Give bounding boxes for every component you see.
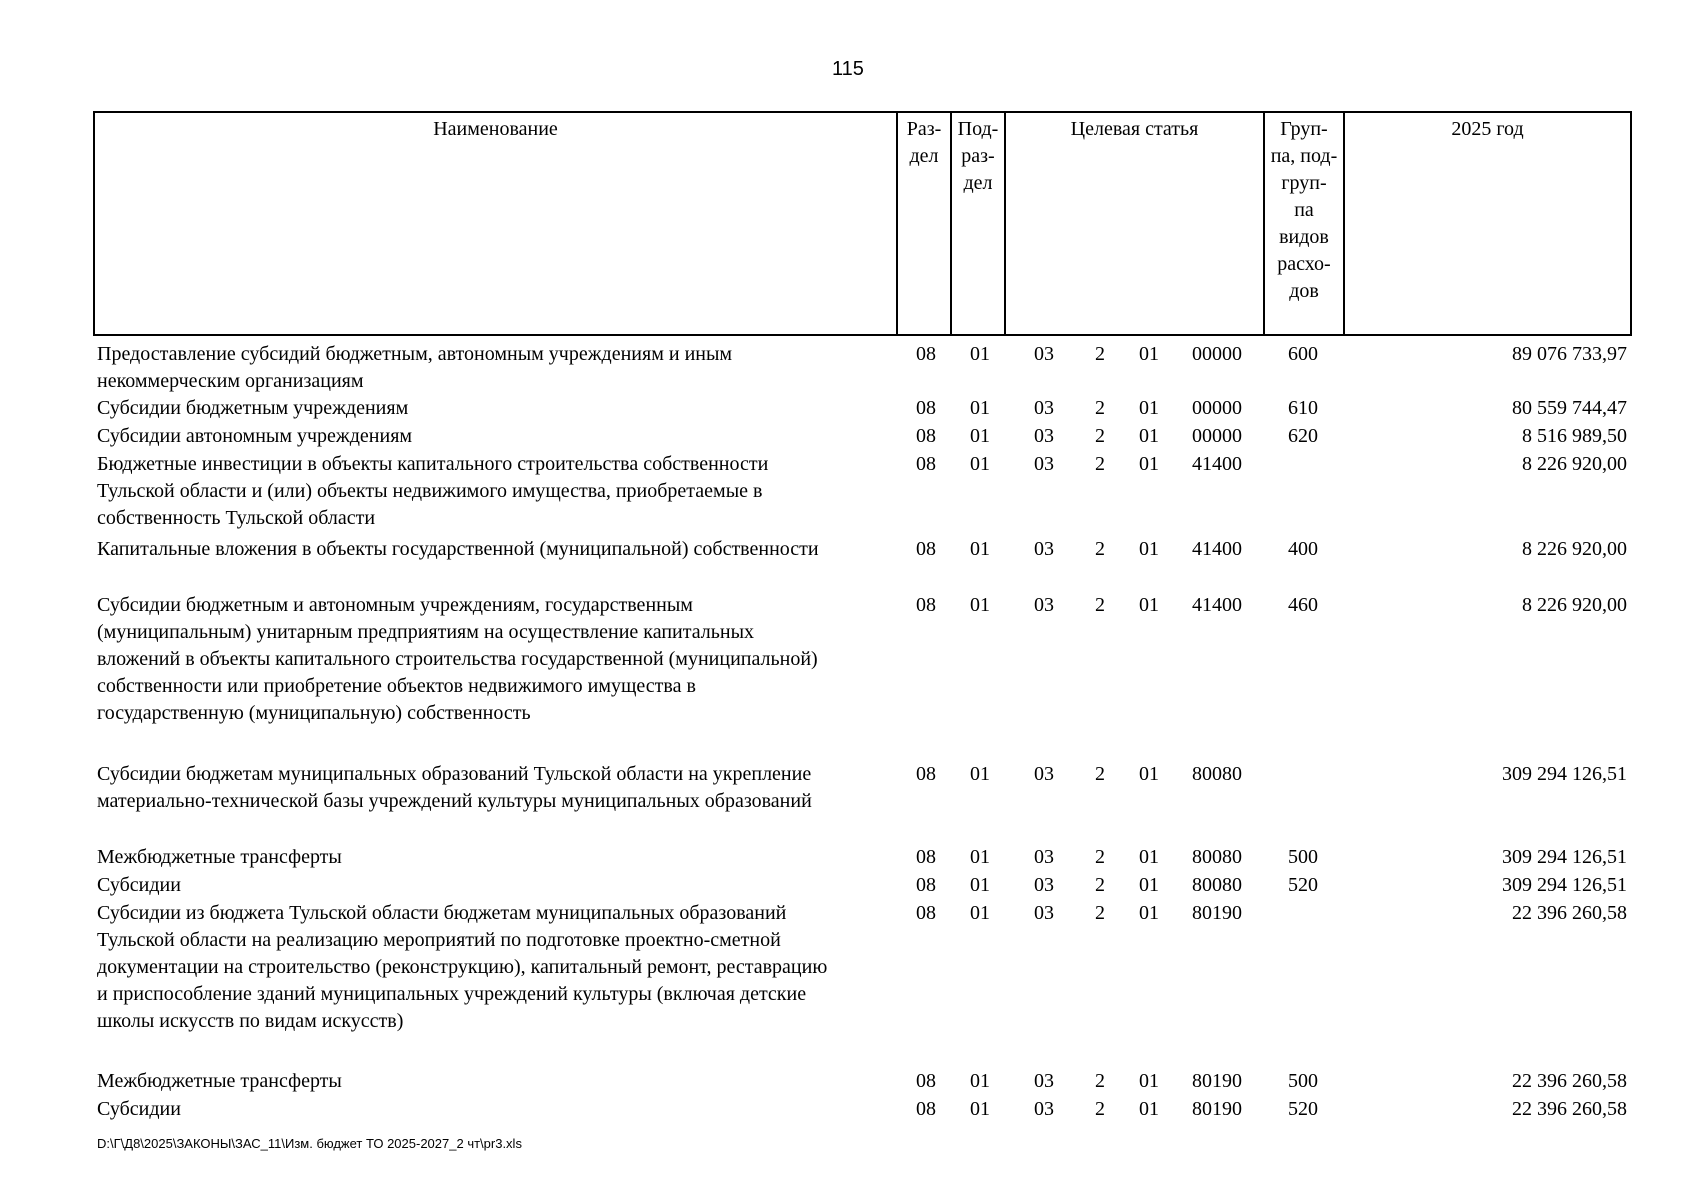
- row-target-type: 2: [1095, 425, 1105, 447]
- row-expense-group: 520: [1288, 1098, 1318, 1120]
- row-expense-group: 600: [1288, 343, 1318, 365]
- row-sum-2025: 22 396 260,58: [1512, 1098, 1627, 1120]
- row-podrazdel: 01: [970, 763, 990, 785]
- row-target-program: 03: [1034, 343, 1054, 365]
- row-expense-group: 520: [1288, 874, 1318, 896]
- row-target-direction: 80190: [1192, 902, 1242, 924]
- row-name: Субсидии: [97, 874, 181, 896]
- row-target-subprogram: 01: [1139, 874, 1159, 896]
- row-expense-group: 610: [1288, 397, 1318, 419]
- row-target-program: 03: [1034, 1070, 1054, 1092]
- row-target-subprogram: 01: [1139, 902, 1159, 924]
- row-podrazdel: 01: [970, 425, 990, 447]
- row-razdel: 08: [916, 538, 936, 560]
- row-target-subprogram: 01: [1139, 425, 1159, 447]
- row-razdel: 08: [916, 902, 936, 924]
- row-target-program: 03: [1034, 453, 1054, 475]
- row-name: Субсидии бюджетным и автономным учреждениям, государственным (муниципальным) унитарным предприятиям на осуществление капитальных вложений в объекты капитального строительства государственной (муниципальной) собственности или приобретение объектов недвижимого имущества в государственную (муниципальную) собственность: [97, 594, 818, 724]
- header-razdel: Раз- дел: [896, 113, 950, 334]
- row-target-direction: 00000: [1192, 397, 1242, 419]
- header-podrazdel: Под- раз- дел: [950, 113, 1004, 334]
- row-target-subprogram: 01: [1139, 397, 1159, 419]
- row-name: Субсидии: [97, 1098, 181, 1120]
- row-name: Субсидии бюджетам муниципальных образований Тульской области на укрепление материально-технической базы учреждений культуры муниципальных образований: [97, 763, 812, 812]
- row-target-subprogram: 01: [1139, 594, 1159, 616]
- row-name: Бюджетные инвестиции в объекты капитального строительства собственности Тульской области и (или) объекты недвижимого имущества, приобретаемые в собственность Тульской области: [97, 453, 769, 529]
- row-podrazdel: 01: [970, 874, 990, 896]
- row-name: Субсидии автономным учреждениям: [97, 425, 413, 447]
- row-sum-2025: 8 226 920,00: [1522, 594, 1627, 616]
- row-target-direction: 41400: [1192, 538, 1242, 560]
- row-target-type: 2: [1095, 846, 1105, 868]
- row-target-type: 2: [1095, 397, 1105, 419]
- row-sum-2025: 8 226 920,00: [1522, 453, 1627, 475]
- row-podrazdel: 01: [970, 538, 990, 560]
- row-podrazdel: 01: [970, 846, 990, 868]
- row-sum-2025: 309 294 126,51: [1502, 874, 1627, 896]
- row-sum-2025: 8 226 920,00: [1522, 538, 1627, 560]
- row-target-program: 03: [1034, 538, 1054, 560]
- row-target-type: 2: [1095, 763, 1105, 785]
- row-razdel: 08: [916, 397, 936, 419]
- row-target-direction: 80190: [1192, 1070, 1242, 1092]
- row-target-program: 03: [1034, 874, 1054, 896]
- row-target-program: 03: [1034, 763, 1054, 785]
- row-sum-2025: 8 516 989,50: [1522, 425, 1627, 447]
- row-name: Капитальные вложения в объекты государственной (муниципальной) собственности: [97, 538, 819, 560]
- row-target-direction: 80080: [1192, 846, 1242, 868]
- row-name: Субсидии из бюджета Тульской области бюджетам муниципальных образований Тульской области на реализацию мероприятий по подготовке проектно-сметной документации на строительство (реконструкцию), капитальный ремонт, реставрацию и приспособление зданий муниципальных учреждений культуры (включая детские школы искусств по видам искусств): [97, 902, 828, 1032]
- row-target-subprogram: 01: [1139, 846, 1159, 868]
- row-podrazdel: 01: [970, 902, 990, 924]
- row-target-program: 03: [1034, 1098, 1054, 1120]
- row-target-subprogram: 01: [1139, 343, 1159, 365]
- header-year-2025: 2025 год: [1343, 113, 1630, 334]
- row-target-type: 2: [1095, 1070, 1105, 1092]
- row-target-subprogram: 01: [1139, 453, 1159, 475]
- row-target-type: 2: [1095, 874, 1105, 896]
- row-razdel: 08: [916, 1070, 936, 1092]
- row-target-type: 2: [1095, 538, 1105, 560]
- row-podrazdel: 01: [970, 1098, 990, 1120]
- row-expense-group: 620: [1288, 425, 1318, 447]
- header-expense-group: Груп- па, под- груп- па видов расхо- дов: [1263, 113, 1343, 334]
- file-path-footer: D:\Г\Д8\2025\ЗАКОНЫ\ЗАС_11\Изм. бюджет ТО 2025-2027_2 чт\pr3.xls: [97, 1136, 522, 1151]
- row-target-program: 03: [1034, 397, 1054, 419]
- row-podrazdel: 01: [970, 343, 990, 365]
- row-target-subprogram: 01: [1139, 1098, 1159, 1120]
- row-name: Предоставление субсидий бюджетным, автономным учреждениям и иным некоммерческим организациям: [97, 343, 733, 392]
- page-number: 115: [832, 58, 864, 80]
- row-target-type: 2: [1095, 453, 1105, 475]
- row-razdel: 08: [916, 343, 936, 365]
- row-expense-group: 500: [1288, 1070, 1318, 1092]
- row-target-type: 2: [1095, 902, 1105, 924]
- row-sum-2025: 89 076 733,97: [1512, 343, 1627, 365]
- row-razdel: 08: [916, 846, 936, 868]
- header-target-article: Целевая статья: [1004, 113, 1263, 334]
- row-razdel: 08: [916, 763, 936, 785]
- row-podrazdel: 01: [970, 594, 990, 616]
- row-target-direction: 80080: [1192, 874, 1242, 896]
- row-razdel: 08: [916, 1098, 936, 1120]
- row-target-subprogram: 01: [1139, 538, 1159, 560]
- row-razdel: 08: [916, 594, 936, 616]
- row-podrazdel: 01: [970, 453, 990, 475]
- row-target-direction: 80080: [1192, 763, 1242, 785]
- row-target-subprogram: 01: [1139, 763, 1159, 785]
- row-sum-2025: 80 559 744,47: [1512, 397, 1627, 419]
- row-expense-group: 500: [1288, 846, 1318, 868]
- row-target-program: 03: [1034, 425, 1054, 447]
- row-target-direction: 41400: [1192, 594, 1242, 616]
- row-name: Субсидии бюджетным учреждениям: [97, 397, 409, 419]
- row-target-program: 03: [1034, 902, 1054, 924]
- row-target-direction: 80190: [1192, 1098, 1242, 1120]
- row-target-subprogram: 01: [1139, 1070, 1159, 1092]
- row-sum-2025: 309 294 126,51: [1502, 846, 1627, 868]
- row-expense-group: 400: [1288, 538, 1318, 560]
- row-sum-2025: 22 396 260,58: [1512, 902, 1627, 924]
- row-target-type: 2: [1095, 1098, 1105, 1120]
- row-podrazdel: 01: [970, 397, 990, 419]
- row-sum-2025: 22 396 260,58: [1512, 1070, 1627, 1092]
- row-target-type: 2: [1095, 343, 1105, 365]
- row-target-direction: 00000: [1192, 343, 1242, 365]
- row-expense-group: 460: [1288, 594, 1318, 616]
- row-target-program: 03: [1034, 594, 1054, 616]
- row-razdel: 08: [916, 425, 936, 447]
- row-target-direction: 41400: [1192, 453, 1242, 475]
- row-podrazdel: 01: [970, 1070, 990, 1092]
- row-name: Межбюджетные трансферты: [97, 1070, 342, 1092]
- row-razdel: 08: [916, 453, 936, 475]
- row-target-program: 03: [1034, 846, 1054, 868]
- row-razdel: 08: [916, 874, 936, 896]
- row-target-type: 2: [1095, 594, 1105, 616]
- row-name: Межбюджетные трансферты: [97, 846, 342, 868]
- row-sum-2025: 309 294 126,51: [1502, 763, 1627, 785]
- row-target-direction: 00000: [1192, 425, 1242, 447]
- header-name: Наименование: [433, 118, 558, 140]
